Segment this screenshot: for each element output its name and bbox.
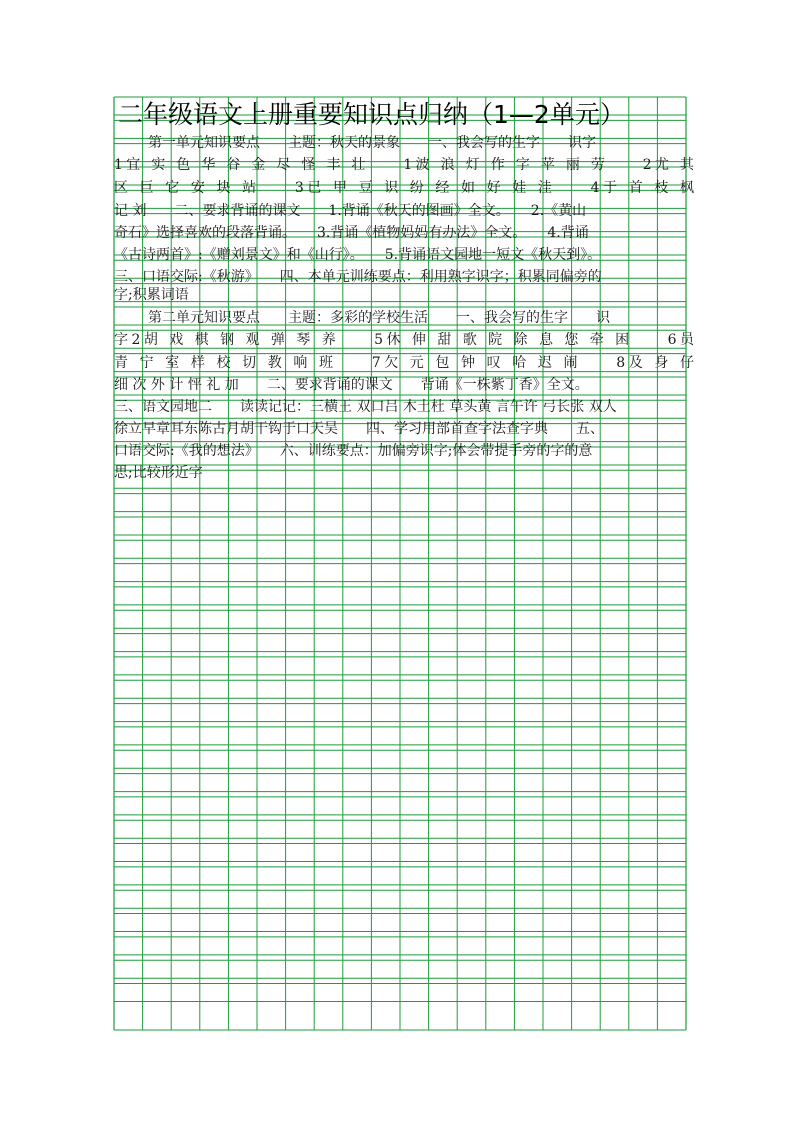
unit1-chars-line-2: 区 巨 它 安 块 站 3已 甲 豆 识 纷 经 如 好 娃 洼 4于 首 枝 枫 (114, 180, 694, 196)
unit1-recite-line-1: 记 刘 二、要求背诵的课文 1.背诵《秋天的图画》全文。 2.《黄山 (114, 203, 587, 219)
unit1-recite-line-2: 奇石》选择喜欢的段落背诵。 3.背诵《植物妈妈有办法》全文。 4.背诵 (114, 225, 589, 241)
unit2-heading-line: 第二单元知识要点 主题：多彩的学校生活 一、我会写的生字 识 (148, 310, 610, 326)
unit2-garden-line-2: 徐立早章耳东陈古月胡干钩于口天吴 四、学习用部首查字法查字典 五、 (114, 421, 604, 437)
unit1-training-line: 字;积累词语 (114, 287, 189, 303)
unit2-training-line: 思;比较形近字 (114, 465, 203, 481)
unit2-oral-line: 口语交际:《我的想法》 六、训练要点：加偏旁识字;体会带提手旁的字的意 (114, 443, 593, 459)
unit1-heading-line: 第一单元知识要点 主题：秋天的景象 一、我会写的生字 识字 (148, 135, 596, 151)
unit1-oral-line: 三、口语交际:《秋游》 四、本单元训练要点：利用熟字识字；积累同偏旁的 (114, 269, 602, 285)
unit2-chars-line-2: 青 宁 室 样 校 切 教 响 班 7欠 元 包 钟 叹 哈 迟 闹 8及 身 仔 (114, 355, 694, 371)
unit2-recite-line: 细 次 外 计 怦 礼 加 二、要求背诵的课文 背诵《一株紫丁香》全文。 (114, 377, 589, 393)
unit2-chars-line-1: 字2胡 戏 棋 钢 观 弹 琴 养 5休 伸 甜 歌 院 除 息 您 牵 困 6员 (114, 332, 694, 348)
unit1-chars-line-1: 1宜 实 色 华 谷 金 尽 怪 丰 壮 1波 浪 灯 作 字 苹 丽 劳 2尤 其 (114, 157, 694, 173)
document-title: 二年级语文上册重要知识点归纳（1—2单元） (118, 100, 625, 129)
unit2-garden-line-1: 三、语文园地二 读读记记：三横王 双口吕 木土杜 草头黄 言午许 弓长张 双人 (114, 399, 617, 415)
unit1-recite-line-3: 《古诗两首》:《赠刘景文》和《山行》。 5.背诵语文园地一短文《秋天到》。 (114, 247, 602, 263)
